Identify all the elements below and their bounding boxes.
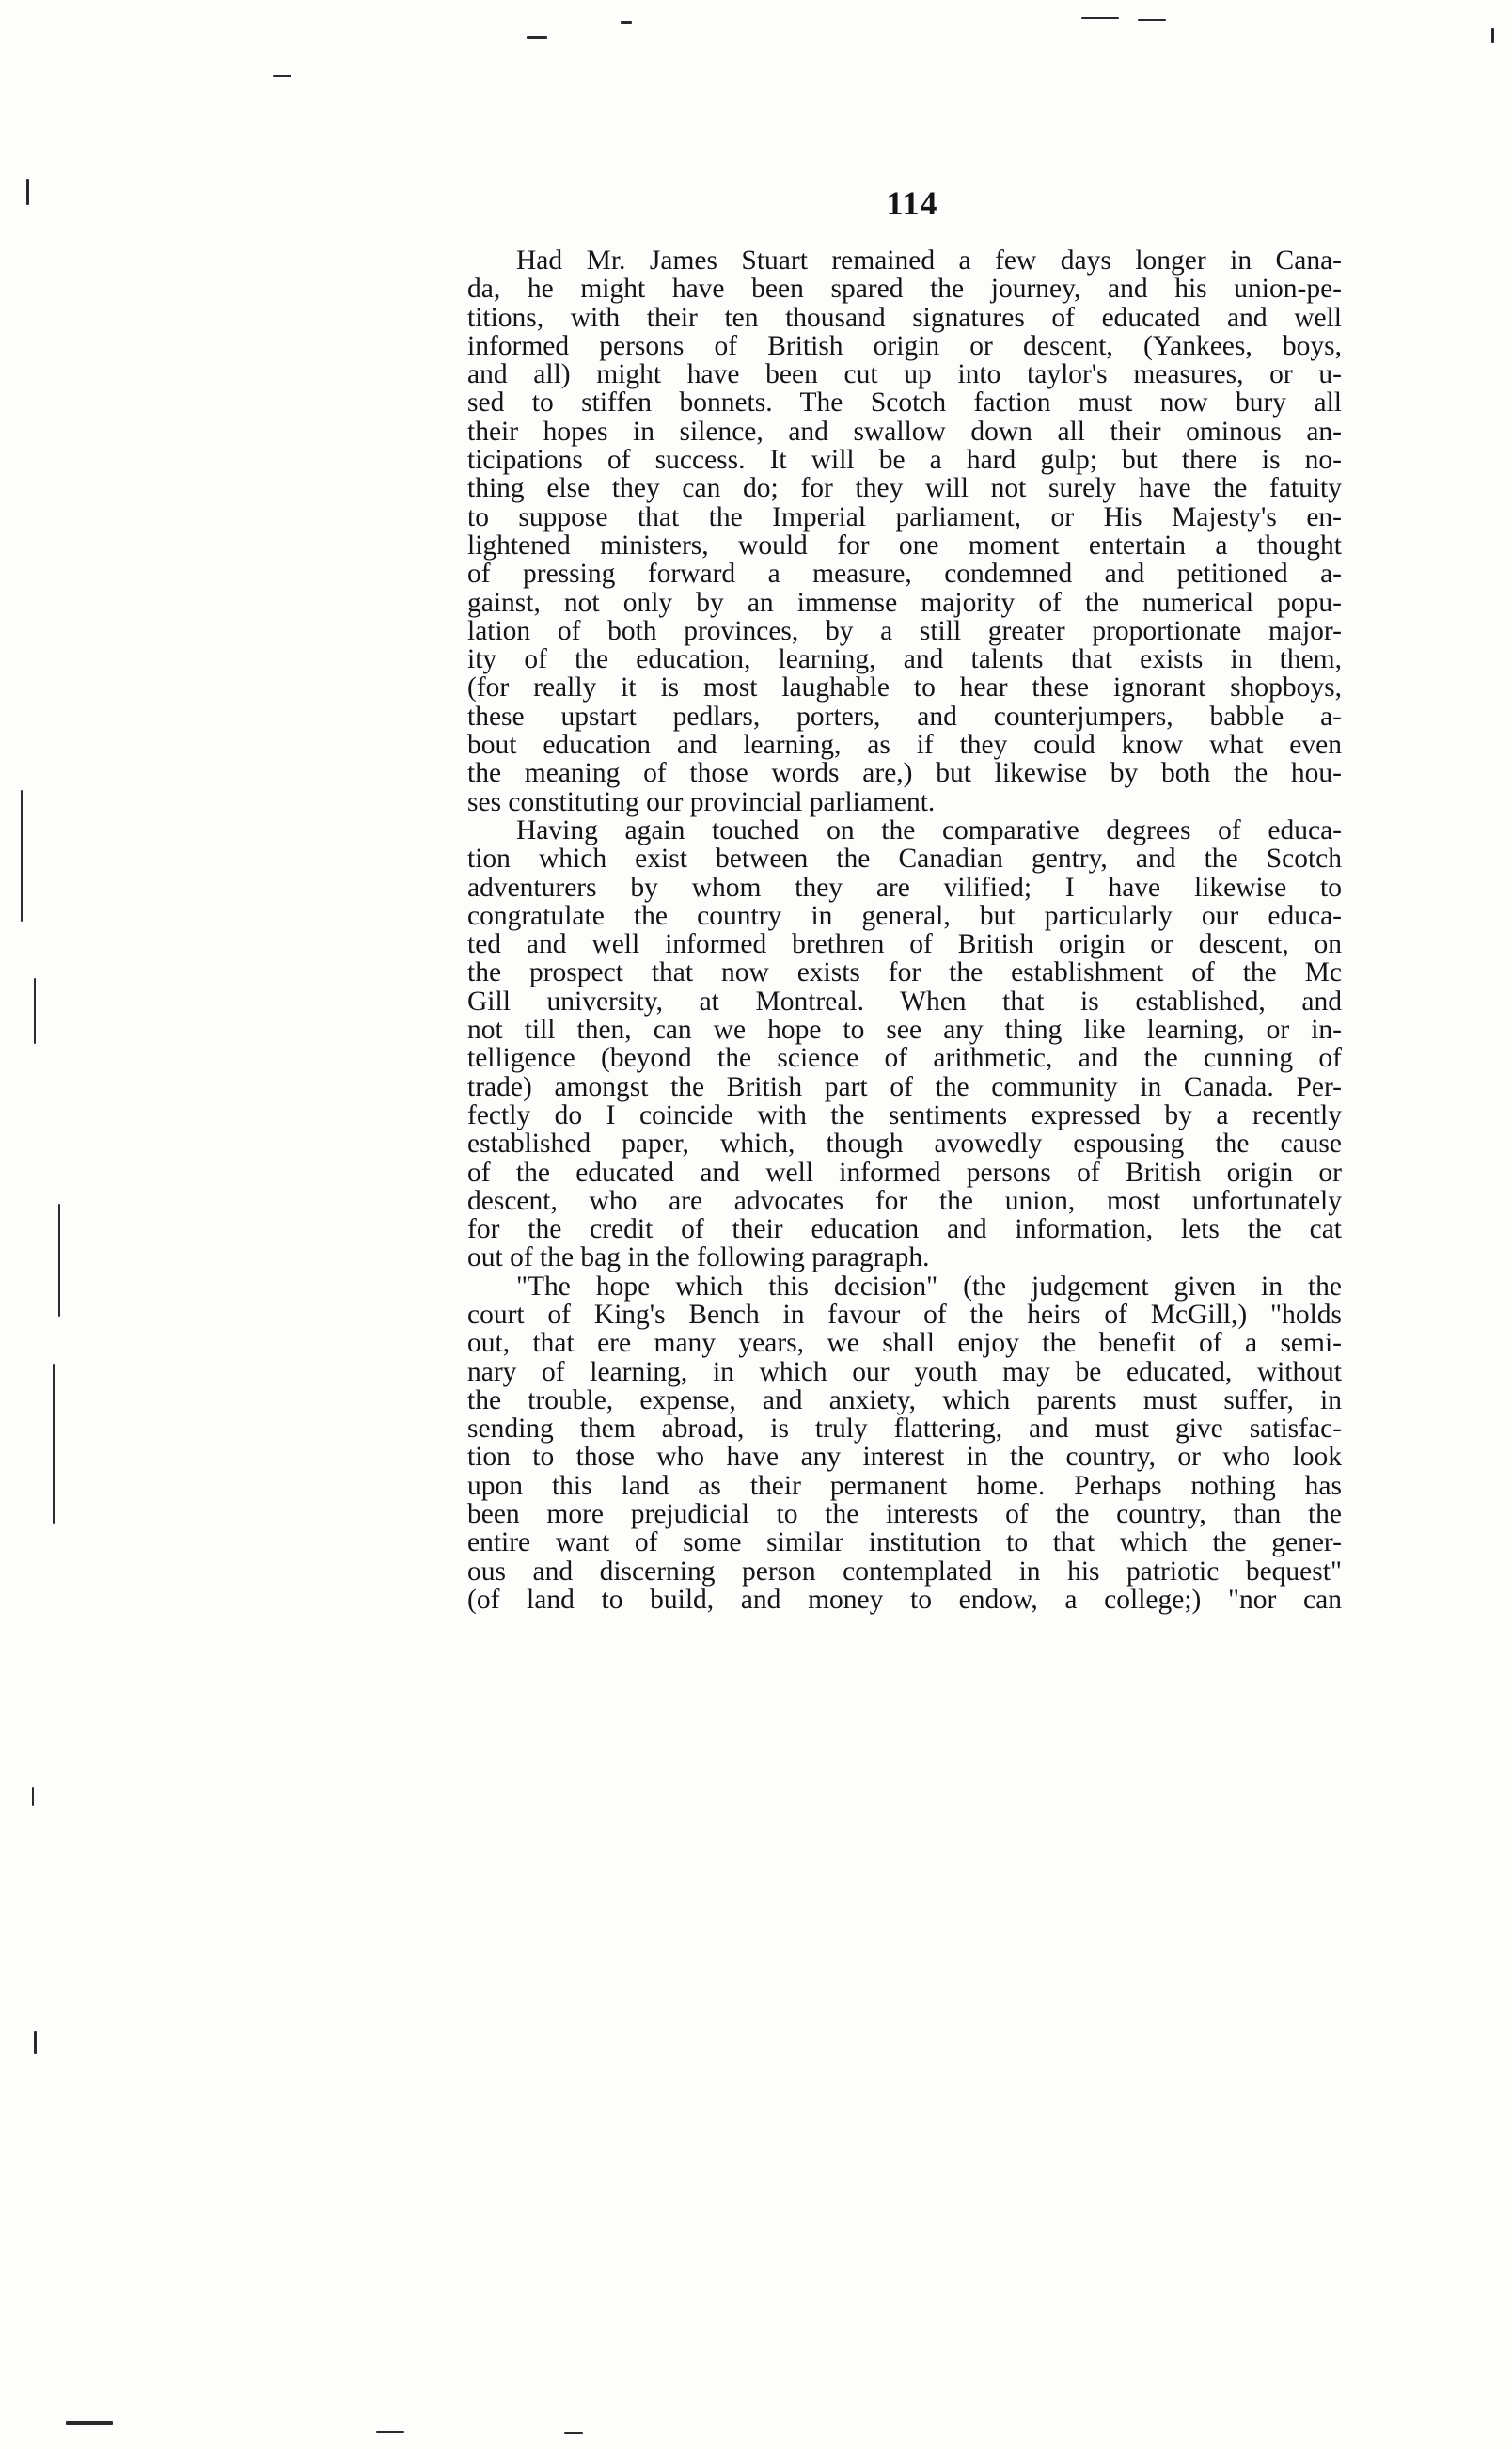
scan-speck <box>32 1787 34 1806</box>
text-line: Having again touched on the comparative degrees of educa- <box>516 814 1342 845</box>
text-line: adventurers by whom they are vilified; I have likewise to <box>467 872 1342 903</box>
scan-speck <box>58 1204 60 1317</box>
text-line: nary of learning, in which our youth may be educated, without <box>467 1356 1342 1387</box>
scan-speck <box>621 21 632 24</box>
scan-speck <box>66 2421 113 2425</box>
text-line: titions, with their ten thousand signatures of educated and well <box>467 302 1342 333</box>
text-line: of the educated and well informed persons of British origin or <box>467 1157 1342 1188</box>
text-line: da, he might have been spared the journey, and his union-pe- <box>467 274 1342 305</box>
scan-speck <box>1081 17 1119 19</box>
text-line: ous and discerning person contemplated in his patriotic bequest" <box>467 1556 1342 1587</box>
text-line: lation of both provinces, by a still greater proportionate major- <box>467 615 1342 646</box>
scan-speck <box>34 2031 37 2054</box>
text-line: not till then, can we hope to see any thing like learning, or in- <box>467 1015 1342 1046</box>
text-line: descent, who are advocates for the union, most unfortunately <box>467 1185 1342 1216</box>
text-line: Had Mr. James Stuart remained a few days longer in Cana- <box>516 245 1342 276</box>
scan-speck <box>564 2432 583 2434</box>
text-line: bout education and learning, as if they could know what even <box>467 730 1342 761</box>
text-line: Gill university, at Montreal. When that is established, and <box>467 986 1342 1017</box>
text-line: for the credit of their education and information, lets the cat <box>467 1214 1342 1245</box>
text-line: lightened ministers, would for one moment entertain a thought <box>467 529 1342 561</box>
scan-speck <box>376 2431 404 2433</box>
text-line: thing else they can do; for they will not surely have the fatuity <box>467 473 1342 504</box>
text-line: the meaning of those words are,) but likewise by both the hou- <box>467 758 1342 789</box>
text-line: their hopes in silence, and swallow down all their ominous an- <box>467 416 1342 447</box>
scan-speck <box>34 978 36 1044</box>
text-line: telligence (beyond the science of arithmetic, and the cunning of <box>467 1043 1342 1074</box>
text-line: "The hope which this decision" (the judgement given in the <box>516 1271 1342 1302</box>
text-line: sending them abroad, is truly flattering, and must give satisfac- <box>467 1414 1342 1445</box>
text-line: court of King's Bench in favour of the heirs of McGill,) "holds <box>467 1299 1342 1330</box>
text-line: fectly do I coincide with the sentiments expressed by a recently <box>467 1099 1342 1130</box>
scan-speck <box>1491 28 1494 43</box>
text-line: to suppose that the Imperial parliament, or His Majesty's en- <box>467 501 1342 532</box>
text-line: upon this land as their permanent home. Perhaps nothing has <box>467 1470 1342 1501</box>
text-line: the trouble, expense, and anxiety, which parents must suffer, in <box>467 1384 1342 1415</box>
text-line: ticipations of success. It will be a hard gulp; but there is no- <box>467 445 1342 476</box>
page-number: 114 <box>886 184 938 222</box>
scan-speck <box>26 179 29 205</box>
scan-speck <box>527 36 547 39</box>
text-line: out of the bag in the following paragraph. <box>467 1242 930 1273</box>
scan-speck <box>273 75 291 77</box>
text-line: the prospect that now exists for the establishment of the Mc <box>467 957 1342 988</box>
text-line: entire want of some similar institution to that which the gener- <box>467 1527 1342 1558</box>
text-line: (for really it is most laughable to hear these ignorant shopboys, <box>467 672 1342 703</box>
text-line: informed persons of British origin or descent, (Yankees, boys, <box>467 330 1342 361</box>
text-line: out, that ere many years, we shall enjoy the benefit of a semi- <box>467 1328 1342 1359</box>
scan-speck <box>21 790 23 922</box>
text-line: established paper, which, though avowedly espousing the cause <box>467 1129 1342 1160</box>
text-line: ity of the education, learning, and talents that exists in them, <box>467 644 1342 675</box>
text-line: tion which exist between the Canadian gentry, and the Scotch <box>467 844 1342 875</box>
body-text <box>467 246 1342 1614</box>
text-line: tion to those who have any interest in the country, or who look <box>467 1442 1342 1473</box>
text-line: gainst, not only by an immense majority of the numerical popu- <box>467 587 1342 618</box>
text-line: (of land to build, and money to endow, a college;) "nor can <box>467 1584 1342 1615</box>
text-line: congratulate the country in general, but particularly our educa- <box>467 900 1342 931</box>
text-line: trade) amongst the British part of the community in Canada. Per- <box>467 1071 1342 1102</box>
text-line: ted and well informed brethren of British origin or descent, on <box>467 929 1342 960</box>
text-line: sed to stiffen bonnets. The Scotch faction must now bury all <box>467 387 1342 419</box>
scan-speck <box>1138 19 1166 21</box>
text-line: ses constituting our provincial parliament. <box>467 786 936 817</box>
text-line: and all) might have been cut up into taylor's measures, or u- <box>467 359 1342 390</box>
text-line: of pressing forward a measure, condemned and petitioned a- <box>467 559 1342 590</box>
scan-speck <box>53 1364 55 1524</box>
text-line: been more prejudicial to the interests of the country, than the <box>467 1499 1342 1530</box>
text-line: these upstart pedlars, porters, and counterjumpers, babble a- <box>467 701 1342 732</box>
